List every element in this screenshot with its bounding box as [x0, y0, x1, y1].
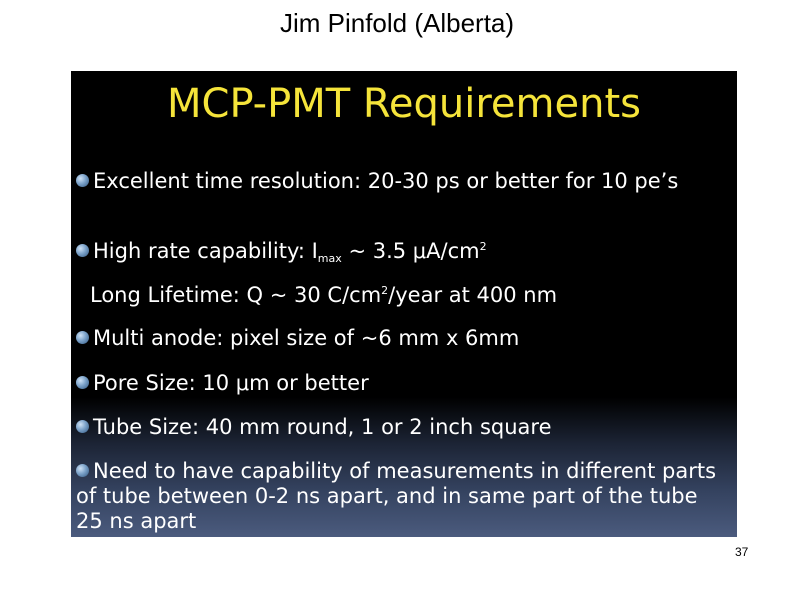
requirement-text: Need to have capability of measurements in different parts of tube between 0-2 ns apart, and in same part of the tube 25 ns apart: [76, 459, 717, 533]
bullet-icon: [76, 331, 89, 344]
bullet-icon: [76, 244, 89, 257]
superscript-2: 2: [381, 284, 389, 297]
presenter-header: Jim Pinfold (Alberta): [279, 8, 515, 38]
bullet-icon: [76, 464, 89, 477]
requirement-text: Tube Size: 40 mm round, 1 or 2 inch square: [93, 415, 552, 439]
slide-title: MCP-PMT Requirements: [167, 81, 641, 127]
requirement-item-multi-anode: [76, 326, 726, 351]
superscript-2: 2: [479, 240, 487, 253]
requirement-text-pre: Long Lifetime: Q ~ 30 C/cm: [90, 283, 382, 307]
bullet-icon: [76, 376, 89, 389]
subscript-max: max: [317, 252, 342, 265]
slide-image: [71, 71, 737, 537]
requirement-text-mid: ~ 3.5 μA/cm: [341, 239, 480, 263]
requirement-item-lifetime: [76, 278, 737, 308]
requirement-item-tube-size: [76, 415, 726, 440]
requirement-item-measurement-capability: [76, 459, 726, 534]
bullet-icon: [76, 174, 89, 187]
requirement-text: Multi anode: pixel size of ~6 mm x 6mm: [93, 326, 520, 350]
requirement-text: Excellent time resolution: 20-30 ps or better for 10 pe’s: [93, 169, 679, 193]
requirement-item-time-resolution: [76, 169, 726, 194]
page-number: 37: [735, 545, 749, 559]
bullet-icon: [76, 420, 89, 433]
requirement-item-rate-capability: [76, 234, 726, 271]
requirement-item-pore-size: [76, 371, 726, 396]
requirement-text-pre: High rate capability: I: [93, 239, 318, 263]
requirement-text: Pore Size: 10 μm or better: [93, 371, 369, 395]
requirement-text-post: /year at 400 nm: [388, 283, 558, 307]
